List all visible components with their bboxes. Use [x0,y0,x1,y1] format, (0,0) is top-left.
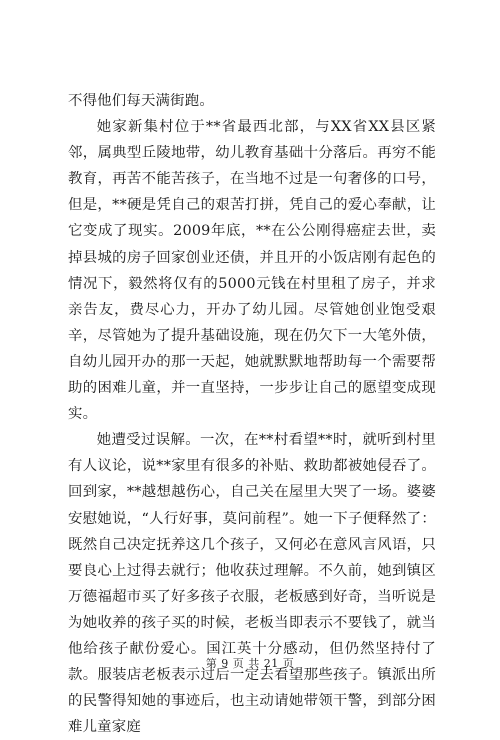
paragraph-continuation: 不得他们每天满街跑。 [68,93,214,109]
page-footer: 第 9 页 共 21 页 [205,657,295,670]
paragraph-misunderstanding: 她遭受过误解。一次，在**村看望**时，就听到村里有人议论，说**家里有很多的补贴、救助都被她侵吞了。回到家，**越想越伤心，自己关在屋里大哭了一场。婆婆安慰她说，“人行好事，莫问前程”。她一下子便释然了：既然自己决定抚养这几个孩子，又何必在意风言风语，只要良心上过得去就行；他收获过理解。不久前，她到镇区万德福超市买了好多孩子衣服，老板感到好奇，当听说是为她收养的孩子买的时候，老板当即表示不要钱了，就当他给孩子献份爱心。国江英十分感动，但仍然坚持付了款。服装店老板表示过后一定去看望那些孩子。镇派出所的民警得知她的事迹后，也主动请她带领干警，到部分困难儿童家庭 [68,432,436,736]
body-text [68,88,436,740]
paragraph-village-kindergarten: 她家新集村位于**省最西北部，与XX省XX县区紧邻，属典型丘陵地带，幼儿教育基础十分落后。再穷不能教育，再苦不能苦孩子，在当地不过是一句奢侈的口号，但是，**硬是凭自己的艰苦打拼，凭自己的爱心奉献，让它变成了现实。2009年底，**在公公刚得癌症去世，卖掉县城的房子回家创业还债，并且开的小饭店刚有起色的情况下，毅然将仅有的5000元钱在村里租了房子，并求亲告友，费尽心力，开办了幼儿园。尽管她创业饱受艰辛，尽管她为了提升基础设施，现在仍欠下一大笔外债，自幼儿园开办的那一天起，她就默默地帮助每一个需要帮助的困难儿童，并一直坚持，一步步让自己的愿望变成现实。 [68,119,436,423]
